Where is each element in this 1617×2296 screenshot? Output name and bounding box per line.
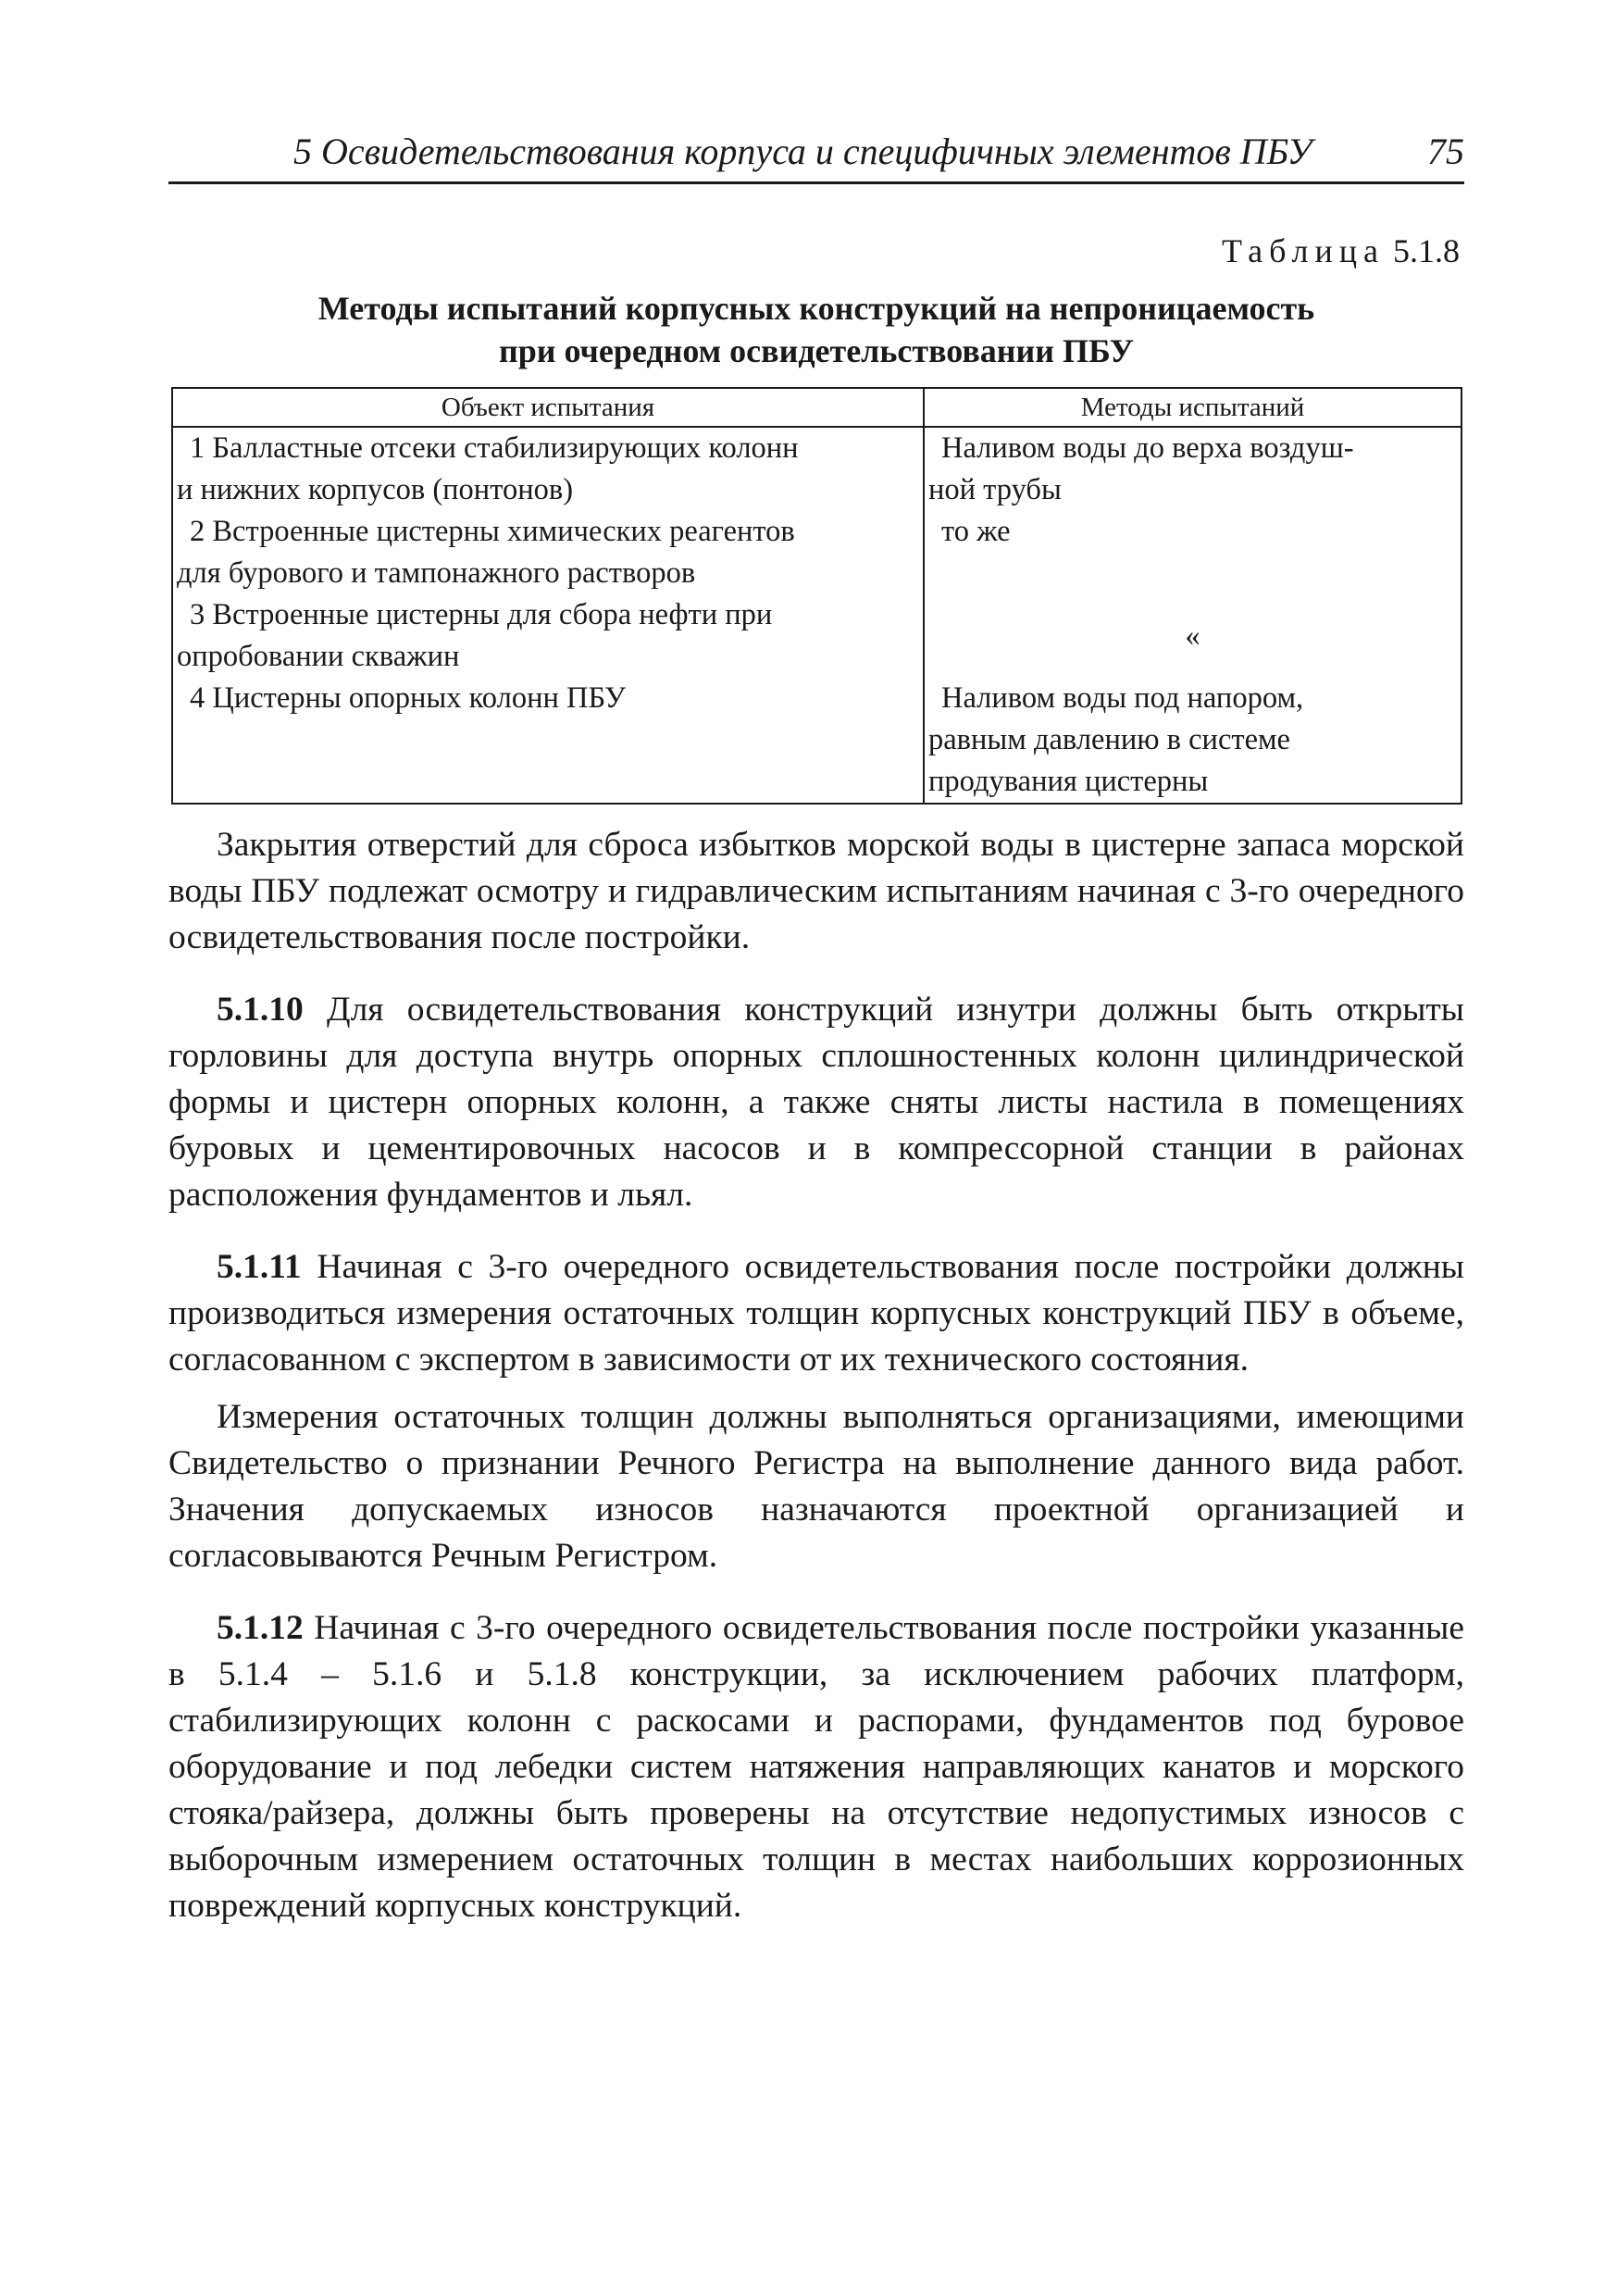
object-cell	[172, 594, 924, 678]
object-cell	[172, 678, 924, 804]
table-label-word: Таблица	[1222, 232, 1385, 269]
table-label-number: 5.1.8	[1393, 232, 1460, 269]
cell-line: 2 Встроенные цистерны химических реагентов	[190, 515, 795, 548]
column-header-methods: Методы испытаний	[924, 388, 1462, 427]
ditto-mark: «	[1185, 618, 1200, 653]
table-row	[172, 427, 1462, 511]
paragraph-text: Для освидетельствования конструкций изнутри должны быть открыты горловины для доступа внутрь опорных сплошностенных колонн цилиндрической формы и цистерн опорных колонн, а также сняты листы настила в помещениях буровых и цементировочных насосов и в компрессорной станции в районах расположения фундаментов и льял.	[168, 991, 1464, 1214]
cell-line: для бурового и тампонажного растворов	[177, 556, 696, 590]
method-cell	[924, 594, 1462, 678]
paragraph-5-1-11	[168, 1244, 1464, 1383]
paragraph-text: Начиная с 3-го очередного освидетельствования после постройки должны производиться измерения остаточных толщин корпусных конструкций ПБУ в объеме, согласованном с экспертом в зависимости от их технического состояния.	[168, 1248, 1464, 1379]
table-caption	[168, 287, 1464, 372]
method-cell	[924, 678, 1462, 804]
paragraph-number: 5.1.12	[217, 1609, 304, 1647]
method-cell	[924, 427, 1462, 511]
method-cell	[924, 511, 1462, 594]
cell-line: 4 Цистерны опорных колонн ПБУ	[190, 681, 626, 715]
table-row	[172, 511, 1462, 594]
paragraph-5-1-12	[168, 1605, 1464, 1929]
page-number: 75	[1427, 131, 1464, 172]
table-row	[172, 594, 1462, 678]
paragraph-number: 5.1.11	[217, 1248, 302, 1286]
table-caption-line: при очередном освидетельствовании ПБУ	[498, 332, 1134, 369]
paragraph-text: Закрытия отверстий для сброса избытков морской воды в цистерне запаса морской воды ПБУ подлежат осмотру и гидравлическим испытаниям начиная с 3-го очередного освидетельствования после постройки.	[168, 826, 1464, 956]
cell-line: продувания цистерны	[928, 765, 1209, 798]
paragraph-text: Измерения остаточных толщин должны выполняться организациями, имеющими Свидетельство о признании Речного Регистра на выполнение данного вида работ. Значения допускаемых износов назначаются проектной организацией и согласовываются Речным Регистром.	[168, 1398, 1464, 1575]
cell-line: равным давлению в системе	[928, 723, 1290, 756]
table-label	[1222, 231, 1460, 270]
column-header-object: Объект испытания	[172, 388, 924, 427]
test-methods-table	[171, 387, 1462, 805]
paragraph-number: 5.1.10	[217, 991, 304, 1029]
cell-line: и нижних корпусов (понтонов)	[177, 473, 574, 506]
cell-line: Наливом воды под напором,	[941, 681, 1304, 715]
cell-line: 1 Балластные отсеки стабилизирующих колонн	[190, 431, 799, 465]
cell-line: Наливом воды до верха воздуш-	[941, 431, 1354, 465]
paragraph-text: Начиная с 3-го очередного освидетельствования после постройки указанные в 5.1.4 – 5.1.6 и 5.1.8 конструкции, за исключением рабочих платформ, стабилизирующих колонн с раскосами и распорами, фундаментов под буровое оборудование и под лебедки систем натяжения направляющих канатов и морского стояка/райзера, должны быть проверены на отсутствие недопустимых износов с выборочным измерением остаточных толщин в местах наибольших коррозионных повреждений корпусных конструкций.	[168, 1609, 1464, 1925]
paragraph	[168, 822, 1464, 961]
object-cell	[172, 427, 924, 511]
cell-line: 3 Встроенные цистерны для сбора нефти при	[190, 598, 773, 631]
paragraph-5-1-10	[168, 987, 1464, 1218]
table-header-row	[172, 388, 1462, 427]
table-row	[172, 678, 1462, 804]
object-cell	[172, 511, 924, 594]
cell-line: ной трубы	[928, 473, 1062, 506]
body-text	[168, 822, 1464, 1929]
running-header	[168, 126, 1464, 184]
table-caption-line: Методы испытаний корпусных конструкций на непроницаемость	[317, 290, 1315, 327]
cell-line: то же	[941, 515, 1011, 548]
paragraph	[168, 1394, 1464, 1579]
running-title: 5 Освидетельствования корпуса и специфичных элементов ПБУ	[293, 131, 1312, 172]
cell-line: опробовании скважин	[177, 640, 460, 673]
